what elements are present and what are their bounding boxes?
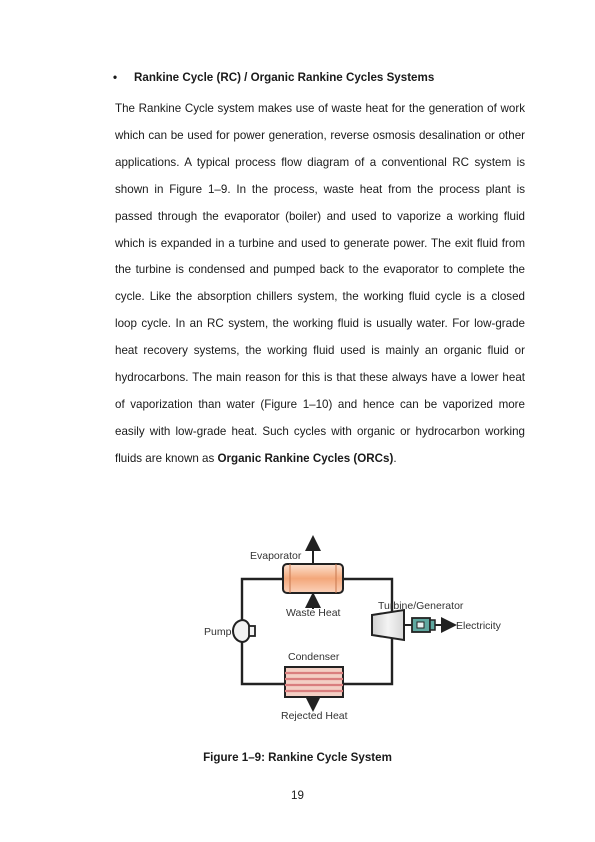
turbine-generator-label: Turbine/Generator [378,600,464,612]
paragraph-bold-term: Organic Rankine Cycles (ORCs) [217,451,394,465]
pump-label: Pump [204,626,232,638]
evaporator-label: Evaporator [250,550,302,562]
section-heading-text: Rankine Cycle (RC) / Organic Rankine Cycles Systems [134,71,435,84]
paragraph-text: The Rankine Cycle system makes use of waste heat for the generation of work which can be used for power generation, reverse osmosis desalination or other applications. A typical process flow diagram of a conventional RC system is shown in Figure 1–9. In the process, waste heat from the process plant is passed through the evaporator (boiler) and used to vaporize a working fluid which is expanded in a turbine and used to generate power. The exit fluid from the turbine is condensed and pumped back to the evaporator to complete the cycle. Like the absorption chillers system, the working fluid cycle is a closed loop cycle. In an RC system, the working fluid is usually water. For low-grade heat recovery systems, the working fluid used is mainly an organic fluid or hydrocarbons. The main reason for this is that these always have a lower heat of vaporization than water (Figure 1–10) and hence can be vaporized more easily with low-grade heat. Such cycles with organic or hydrocarbon working fluids are known as [115,102,525,465]
condenser [285,667,343,697]
body-paragraph [115,96,525,473]
waste-heat-label: Waste Heat [286,607,341,619]
page-number: 19 [291,789,304,802]
diagram-svg [180,530,501,750]
electricity-label: Electricity [456,620,501,632]
paragraph-end: . [393,451,397,465]
condenser-label: Condenser [288,651,340,663]
generator [412,618,435,632]
turbine [372,610,412,640]
evaporator [283,564,343,593]
figure-caption: Figure 1–9: Rankine Cycle System [203,751,392,764]
rankine-cycle-diagram [180,530,501,750]
rejected-heat-label: Rejected Heat [281,710,348,722]
pump [233,620,255,642]
bullet: • [113,71,118,84]
